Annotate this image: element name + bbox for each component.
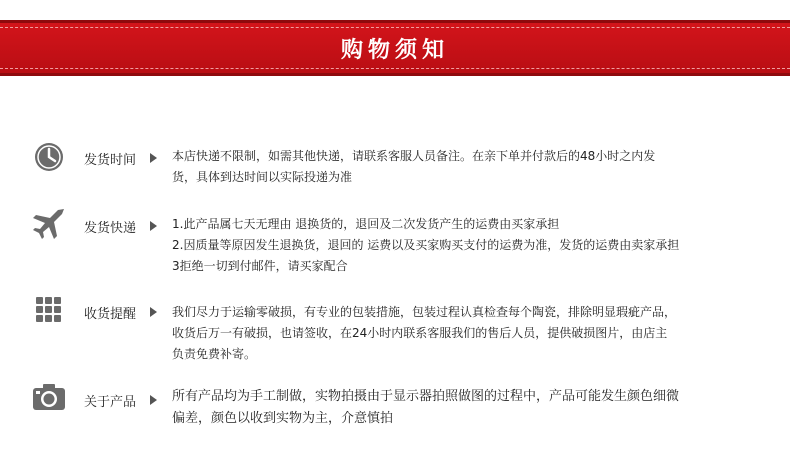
text-line: 我们尽力于运输零破损，有专业的包装措施，包装过程认真检查每个陶瓷，排除明显瑕疵产品， (172, 305, 677, 319)
grid-icon (30, 294, 68, 328)
text-line: 3拒绝一切到付邮件，请买家配合 (172, 259, 348, 273)
text-line: 本店快递不限制，如需其他快递，请联系客服人员备注。在亲下单并付款后的48小时之内发 (172, 149, 656, 163)
arrow-right-icon (150, 221, 157, 231)
text-line: 2.因质量等原因发生退换货，退回的 运费以及买家购买支付的运费为准，发货的运费由卖家承担 (172, 238, 680, 252)
airplane-icon (30, 206, 68, 240)
page-title: 购物须知 (340, 38, 449, 63)
section-text (172, 302, 742, 365)
arrow-right-icon (150, 395, 157, 405)
arrow-right-icon (150, 307, 157, 317)
text-line: 货，具体到达时间以实际投递为准 (172, 170, 353, 184)
text-line: 1.此产品属七天无理由 退换货的，退回及二次发货产生的运费由买家承担 (172, 217, 560, 231)
section-text (172, 214, 742, 277)
section-label: 收货提醒 (84, 307, 137, 322)
header-banner (0, 20, 790, 76)
section-label: 发货时间 (84, 153, 137, 168)
section-text (172, 386, 742, 430)
text-line: 负责免费补寄。 (172, 347, 257, 361)
text-line: 收货后万一有破损，也请签收，在24小时内联系客服我们的售后人员，提供破损图片，由店主 (172, 326, 668, 340)
section-label: 发货快递 (84, 221, 137, 236)
section-text (172, 146, 742, 188)
text-line: 偏差，颜色以收到实物为主，介意慎拍 (172, 411, 394, 426)
arrow-right-icon (150, 153, 157, 163)
section-label: 关于产品 (84, 395, 137, 410)
text-line: 所有产品均为手工制做，实物拍摄由于显示器拍照做图的过程中，产品可能发生颜色细微 (172, 389, 680, 404)
clock-icon (30, 140, 68, 174)
camera-icon (30, 380, 68, 414)
